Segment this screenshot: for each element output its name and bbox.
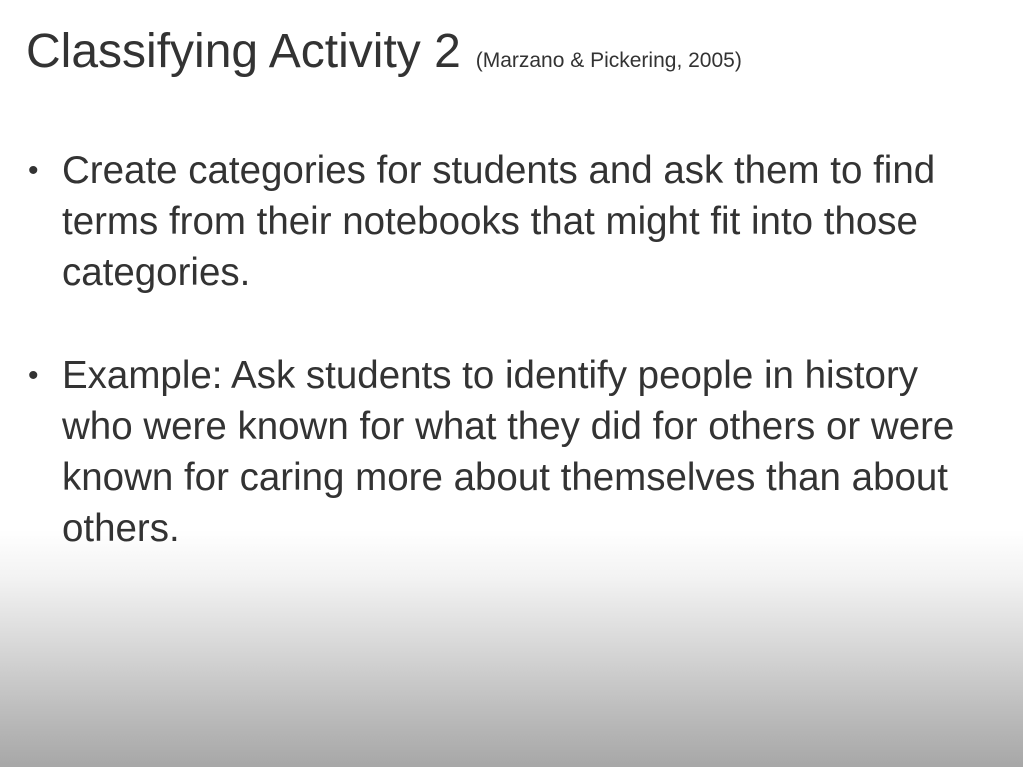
bullet-text: Create categories for students and ask them to find terms from their notebooks that might fit into those categories.: [62, 149, 936, 294]
bullet-item: [28, 350, 968, 554]
slide-title-text: Classifying Activity 2: [26, 25, 461, 78]
bullet-icon: •: [28, 154, 39, 187]
bullet-text: Example: Ask students to identify people in history who were known for what they did for others or were known for caring more about themselves than about others.: [62, 354, 955, 550]
bullet-list: [28, 145, 968, 606]
bullet-item: [28, 145, 968, 298]
bullet-icon: •: [28, 359, 39, 392]
slide-citation: (Marzano & Pickering, 2005): [475, 49, 742, 72]
slide-title: [26, 25, 742, 78]
